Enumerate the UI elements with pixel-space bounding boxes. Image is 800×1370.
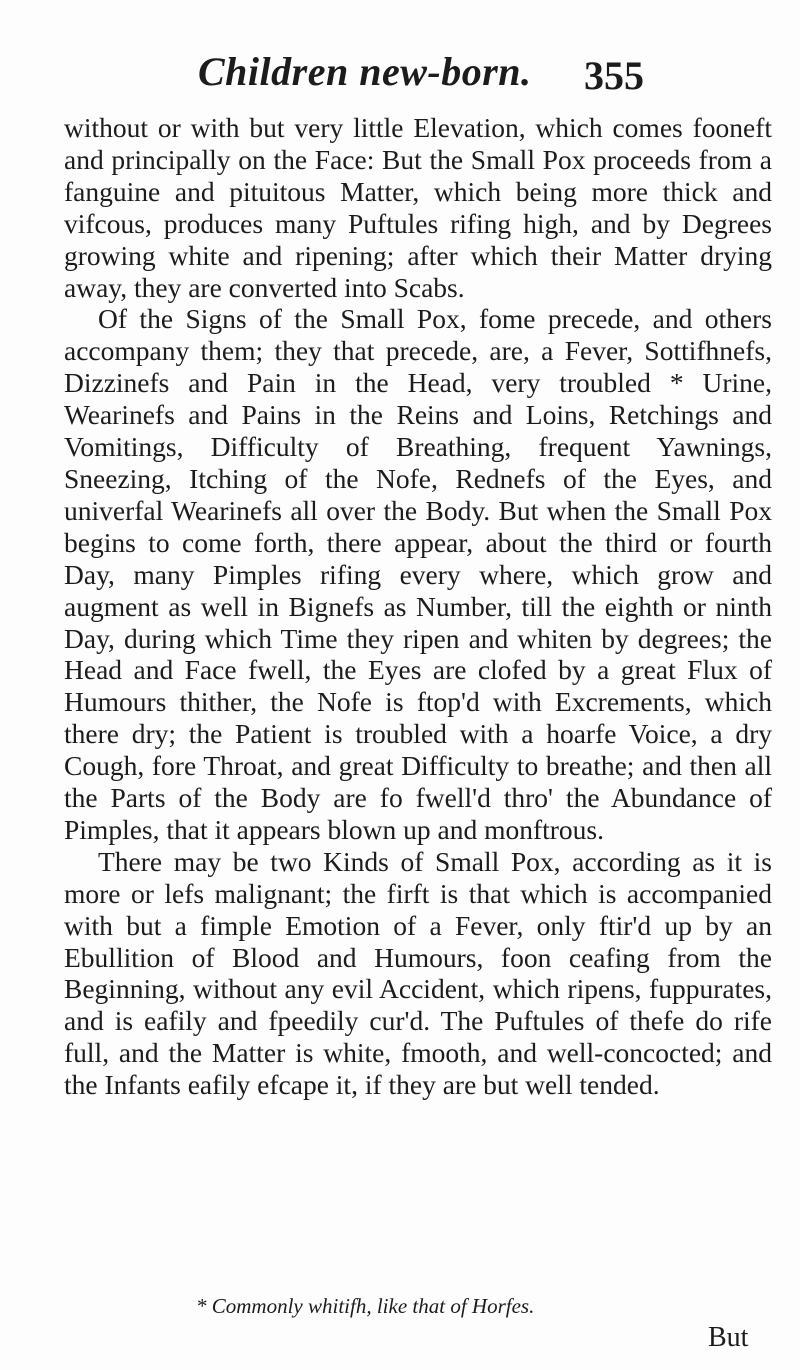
- paragraph-continuation: without or with but very little Elevation, which comes fooneft and principally on the Face: But the Small Pox proceeds from a fanguine and pituitous Matter, which being more thick and vifcous, produces many Puftules rifing high, and by Degrees growing white and ripening; after which their Matter drying away, they are converted into Scabs.: [64, 112, 772, 303]
- page-number: 355: [584, 53, 644, 98]
- page-header: [0, 40, 800, 106]
- running-head: Children new-born.: [198, 49, 532, 94]
- footnote: * Commonly whitifh, like that of Horfes.: [196, 1294, 535, 1318]
- catchword: But: [708, 1322, 749, 1353]
- paragraph-kinds-of-small-pox: There may be two Kinds of Small Pox, according as it is more or lefs malignant; the firft is that which is accompanied with but a fimple Emotion of a Fever, only ftir'd up by an Ebullition of Blood and Humours, foon ceafing from the Beginning, without any evil Accident, which ripens, fuppurates, and is eafily and fpeedily cur'd. The Puftules of thefe do rife full, and the Matter is white, fmooth, and well-concocted; and the Infants eafily efcape it, if they are but well tended.: [64, 845, 772, 1101]
- paragraph-signs-of-small-pox: Of the Signs of the Small Pox, fome precede, and others accompany them; they that precede, are, a Fever, Sottifhnefs, Dizzinefs and Pain in the Head, very troubled * Urine, Wearinefs and Pains in the Reins and Loins, Retchings and Vomitings, Difficulty of Breathing, frequent Yawnings, Sneezing, Itching of the Nofe, Rednefs of the Eyes, and univerfal Wearinefs all over the Body. But when the Small Pox begins to come forth, there appear, about the third or fourth Day, many Pimples rifing every where, which grow and augment as well in Bignefs as Number, till the eighth or ninth Day, during which Time they ripen and whiten by degrees; the Head and Face fwell, the Eyes are clofed by a great Flux of Humours thither, the Nofe is ftop'd with Excrements, which there dry; the Patient is troubled with a hoarfe Voice, a dry Cough, fore Throat, and great Difficulty to breathe; and then all the Parts of the Body are fo fwell'd thro' the Abundance of Pimples, that it appears blown up and monftrous.: [64, 303, 772, 845]
- body-text: [64, 112, 772, 1101]
